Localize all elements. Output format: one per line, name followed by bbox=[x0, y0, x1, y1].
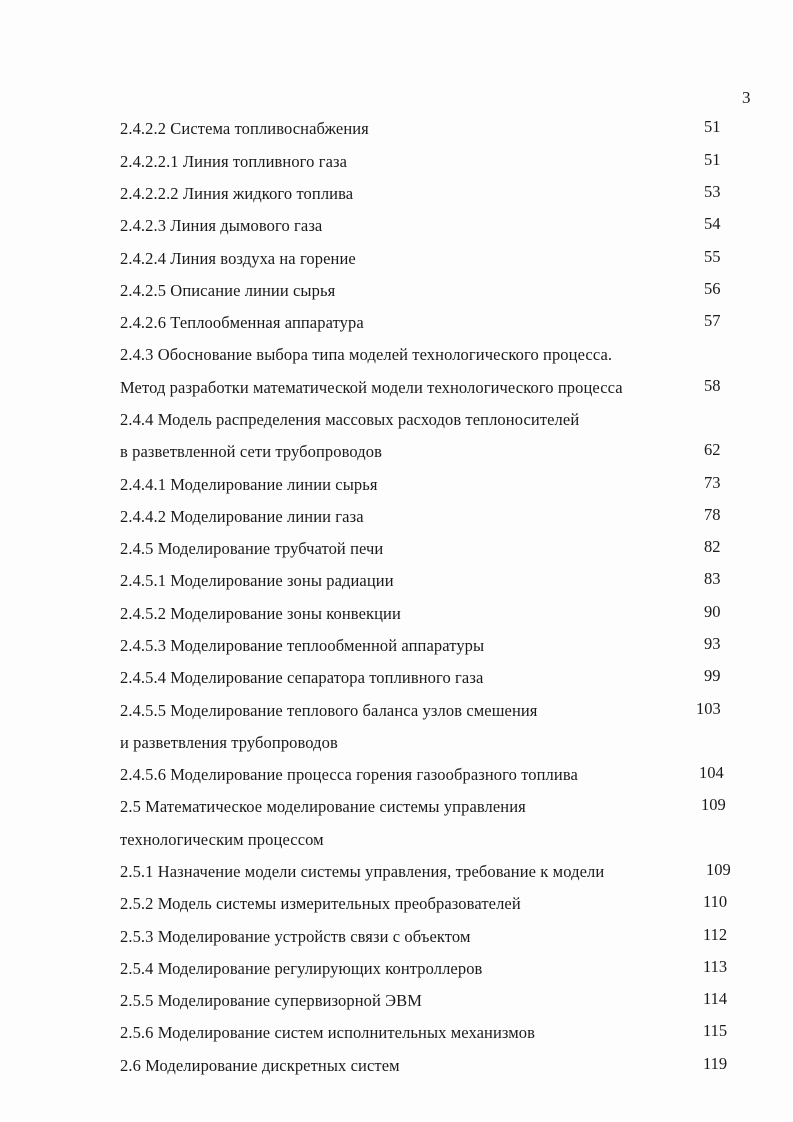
toc-entry-page: 93 bbox=[704, 634, 721, 653]
toc-entry-page: 82 bbox=[704, 537, 721, 556]
toc-entry-page: 58 bbox=[704, 376, 721, 395]
toc-entry-page: 57 bbox=[704, 311, 721, 330]
toc-entry-page: 56 bbox=[704, 279, 721, 298]
toc-entry-page: 83 bbox=[704, 569, 721, 588]
toc-entry-page: 90 bbox=[704, 602, 721, 621]
toc-entry-text: 2.5 Математическое моделирование системы управления bbox=[120, 797, 526, 816]
toc-entry-text: 2.4.2.3 Линия дымового газа bbox=[120, 216, 323, 235]
toc-entry-text: 2.6 Моделирование дискретных систем bbox=[120, 1056, 400, 1075]
toc-entry-text: 2.4.4.2 Моделирование линии газа bbox=[120, 507, 364, 526]
toc-entry-text: 2.4.5.5 Моделирование теплового баланса узлов смешения bbox=[120, 701, 538, 720]
toc-entry-text: Метод разработки математической модели технологического процесса bbox=[120, 378, 623, 397]
toc-entry-page: 115 bbox=[703, 1021, 728, 1040]
toc-entry-page: 78 bbox=[704, 505, 721, 524]
toc-entry-page: 73 bbox=[704, 473, 721, 492]
toc-entry-text: 2.4.5.6 Моделирование процесса горения газообразного топлива bbox=[120, 765, 578, 784]
toc-entry-text: 2.4.5 Моделирование трубчатой печи bbox=[120, 539, 384, 558]
toc-entry-page: 51 bbox=[704, 117, 721, 136]
toc-entry-text: и разветвления трубопроводов bbox=[120, 733, 338, 752]
toc-entry-text: технологическим процессом bbox=[120, 830, 324, 849]
toc-entry-page: 103 bbox=[696, 699, 721, 718]
toc-entry-text: 2.4.2.2.1 Линия топливного газа bbox=[120, 152, 348, 171]
toc-entry-text: 2.4.2.2.2 Линия жидкого топлива bbox=[120, 184, 354, 203]
toc-entry-text: 2.4.2.5 Описание линии сырья bbox=[120, 281, 336, 300]
page-number: 3 bbox=[742, 88, 751, 107]
toc-entry-text: 2.4.5.3 Моделирование теплообменной аппаратуры bbox=[120, 636, 485, 655]
toc-entry-text: 2.4.2.4 Линия воздуха на горение bbox=[120, 249, 356, 268]
toc-entry-page: 110 bbox=[703, 892, 728, 911]
toc-entry-text: 2.4.2.6 Теплообменная аппаратура bbox=[120, 313, 364, 332]
toc-entry-page: 51 bbox=[704, 150, 721, 169]
toc-entry-text: 2.5.2 Модель системы измерительных преобразователей bbox=[120, 894, 521, 913]
toc-entry-page: 119 bbox=[703, 1054, 728, 1073]
toc-entry-page: 54 bbox=[704, 214, 721, 233]
toc-entry-text: 2.4.2.2 Система топливоснабжения bbox=[120, 119, 369, 138]
toc-entry-text: 2.5.3 Моделирование устройств связи с объектом bbox=[120, 927, 471, 946]
toc-entry-page: 109 bbox=[701, 795, 726, 814]
toc-entry-text: 2.4.4 Модель распределения массовых расходов теплоносителей bbox=[120, 410, 580, 429]
toc-entry-text: 2.4.3 Обоснование выбора типа моделей технологического процесса. bbox=[120, 345, 613, 364]
toc-entry-text: 2.4.5.1 Моделирование зоны радиации bbox=[120, 571, 394, 590]
toc-entry-text: 2.4.4.1 Моделирование линии сырья bbox=[120, 475, 378, 494]
toc-entry-page: 99 bbox=[704, 666, 721, 685]
toc-entry-text: 2.4.5.4 Моделирование сепаратора топливного газа bbox=[120, 668, 484, 687]
toc-entry-text: в разветвленной сети трубопроводов bbox=[120, 442, 382, 461]
toc-entry-page: 114 bbox=[703, 989, 728, 1008]
toc-entry-page: 104 bbox=[699, 763, 724, 782]
toc-entry-text: 2.5.6 Моделирование систем исполнительных механизмов bbox=[120, 1023, 536, 1042]
toc-entry-text: 2.5.4 Моделирование регулирующих контроллеров bbox=[120, 959, 483, 978]
toc-entry-text: 2.5.5 Моделирование супервизорной ЭВМ bbox=[120, 991, 423, 1010]
toc-entry-text: 2.5.1 Назначение модели системы управления, требование к модели bbox=[120, 862, 605, 881]
toc-entry-page: 53 bbox=[704, 182, 721, 201]
toc-entry-text: 2.4.5.2 Моделирование зоны конвекции bbox=[120, 604, 401, 623]
toc-entry-page: 62 bbox=[704, 440, 721, 459]
toc-entry-page: 113 bbox=[703, 957, 728, 976]
toc-entry-page: 109 bbox=[706, 860, 731, 879]
toc-entry-page: 55 bbox=[704, 247, 721, 266]
toc-entry-page: 112 bbox=[703, 925, 728, 944]
